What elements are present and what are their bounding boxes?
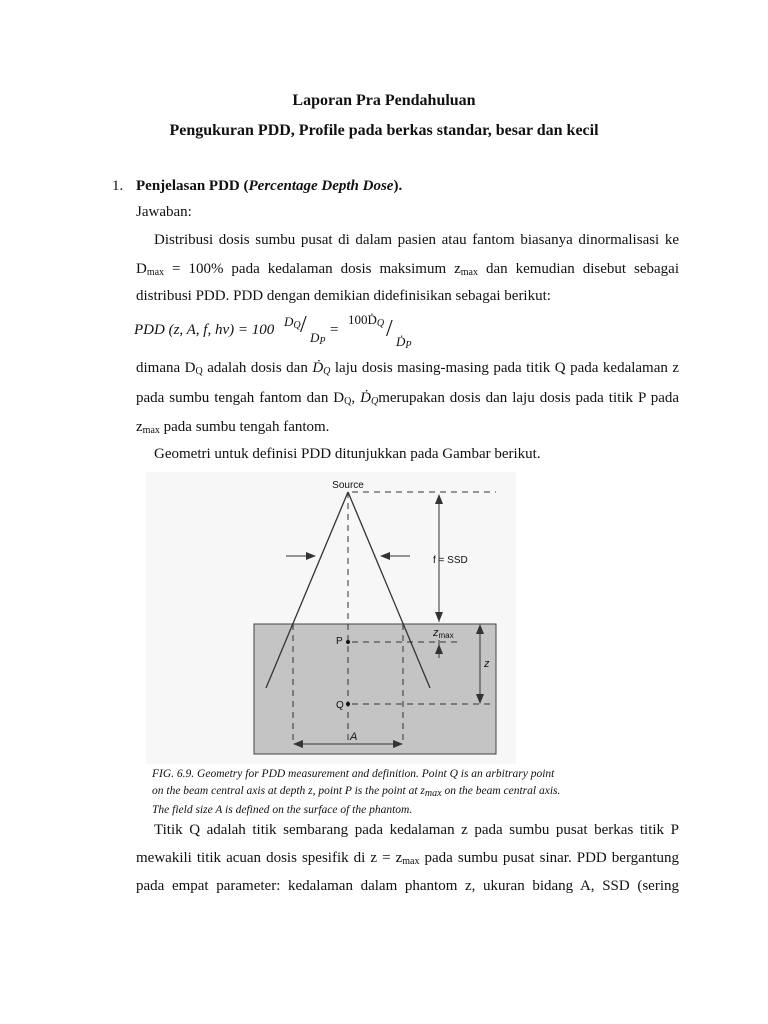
phantom	[254, 624, 496, 754]
document-title: Laporan Pra Pendahuluan	[292, 92, 476, 109]
para4-line1: Titik Q adalah titik sembarang pada kedalaman z pada sumbu pusat berkas titik P	[154, 822, 679, 838]
p-label: P	[336, 636, 343, 647]
pdd-geometry-figure	[146, 472, 516, 764]
para4-line2: mewakili titik acuan dosis spesifik di $z = z_{max}$ pada sumbu pusat sinar. PDD bergantung	[136, 850, 679, 867]
para1-line2: $D_{max} = 100\%$ pada kedalaman dosis maksimum $z_{max}$ dan kemudian disebut sebagai	[136, 261, 679, 278]
pdd-formula: PDD (z, A, f, hν) = 100 $D_Q$ / $D_P$ = 100Ḋ$_Q$ / Ḋ$_P$	[134, 312, 412, 351]
para1-line1: Distribusi dosis sumbu pusat di dalam pasien atau fantom biasanya dinormalisasi ke	[154, 232, 679, 248]
para1-line3: distribusi PDD. PDD dengan demikian didefinisikan sebagai berikut:	[136, 288, 551, 304]
figure-caption: FIG. 6.9. Geometry for PDD measurement and definition. Point Q is an arbitrary point on the beam central axis at depth z, point P is the point at $z_{max}$ on the beam central axis. The field size A is defined on the surface of the phantom.	[152, 768, 561, 816]
ssd-label: f = SSD	[433, 555, 468, 566]
zmax-label: zmax	[433, 627, 454, 640]
point-q	[346, 702, 350, 706]
a-label: A	[350, 731, 358, 743]
document-subtitle: Pengukuran PDD, Profile pada berkas standar, besar dan kecil	[169, 122, 599, 139]
z-label: z	[484, 658, 490, 670]
para4-line3: pada empat parameter: kedalaman dalam phantom z, ukuran bidang A, SSD (sering	[136, 878, 679, 894]
q-label: Q	[336, 700, 344, 711]
section-heading-italic: Percentage Depth Dose	[248, 178, 394, 194]
para2-line3: $z_{max}$ pada sumbu tengah fantom.	[136, 419, 330, 436]
para2-line2: pada sumbu tengah fantom dan $D_Q$, Ḋ$_Q$merupakan dosis dan laju dosis pada titik P pada	[136, 390, 680, 407]
point-p	[346, 640, 350, 644]
section-number: 1.	[112, 178, 124, 194]
section-heading: Penjelasan PDD (Percentage Depth Dose).	[136, 178, 403, 194]
para2-line1: dimana $D_Q$ adalah dosis dan Ḋ$_Q$ laju dosis masing-masing pada titik Q pada kedalaman z	[136, 360, 680, 377]
source-label: Source	[332, 480, 364, 491]
answer-label: Jawaban:	[136, 204, 192, 220]
para3: Geometri untuk definisi PDD ditunjukkan pada Gambar berikut.	[154, 446, 541, 462]
